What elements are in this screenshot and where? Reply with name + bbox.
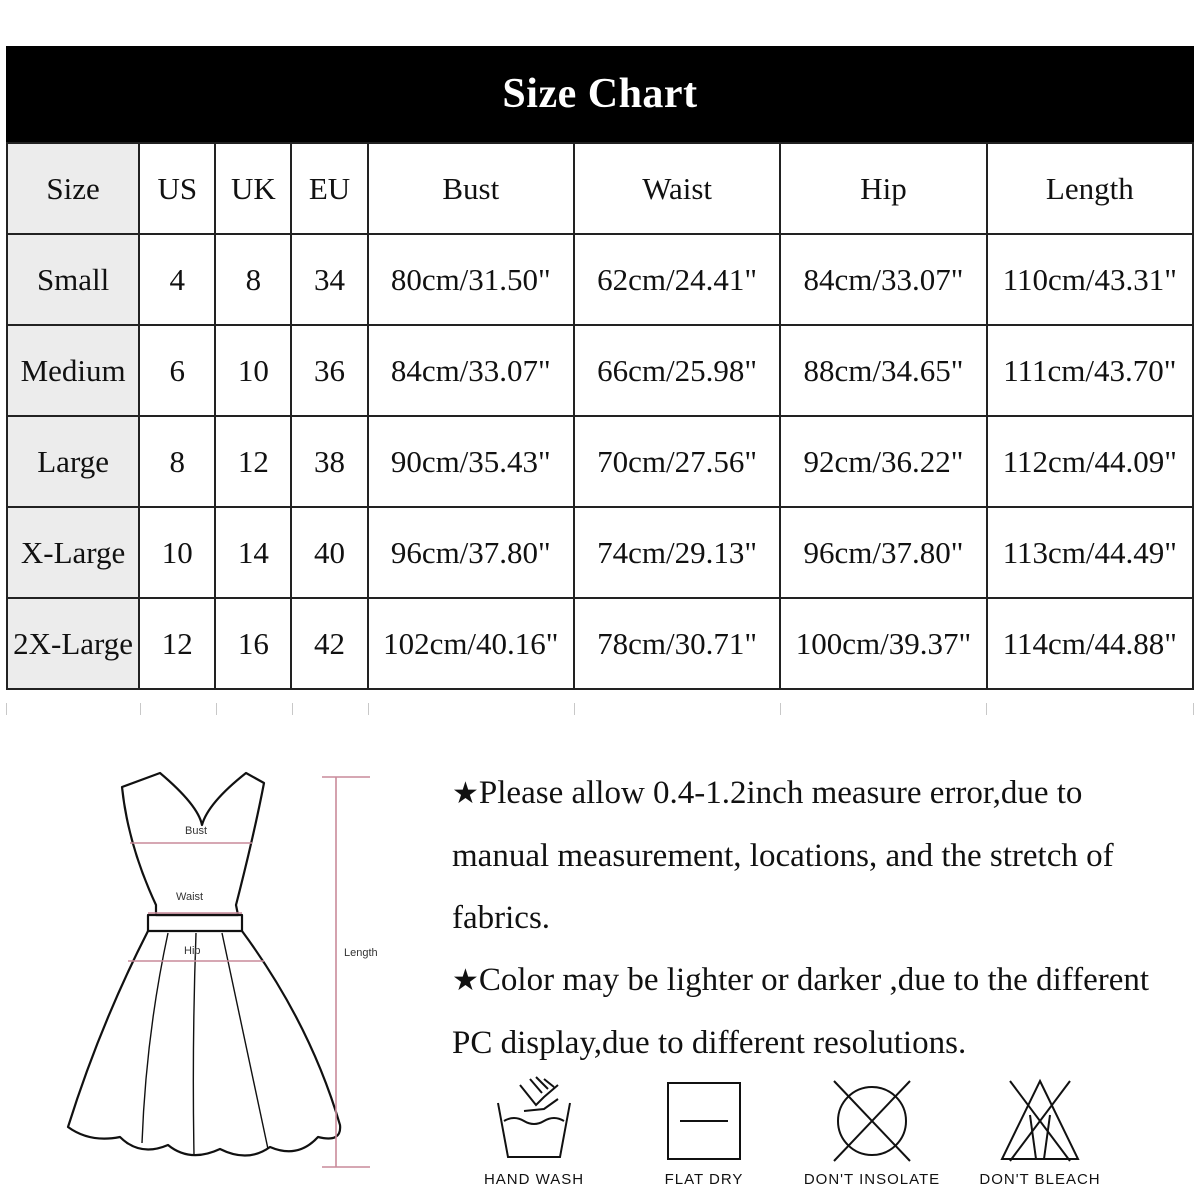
table-cell: 40 [291,507,367,598]
header-cell: UK [215,143,291,234]
header-cell: EU [291,143,367,234]
care-label: DON'T BLEACH [979,1171,1101,1188]
table-cell: 36 [291,325,367,416]
bust-label: Bust [185,825,208,837]
table-tick-marks [6,703,1194,717]
waist-label: Waist [176,891,204,903]
header-cell: Size [7,143,139,234]
table-cell: 16 [215,598,291,689]
table-cell: 96cm/37.80" [780,507,986,598]
table-cell: 8 [215,234,291,325]
table-cell: 66cm/25.98" [574,325,780,416]
table-cell: 62cm/24.41" [574,234,780,325]
header-cell: Hip [780,143,986,234]
care-item-flat-dry [634,1075,774,1188]
table-cell: 114cm/44.88" [987,598,1193,689]
length-label: Length [344,947,378,959]
note-measure-error: ★Please allow 0.4-1.2inch measure error,due to manual measurement, locations, and the stretch of fabrics. [452,775,1114,936]
table-row [7,507,1193,598]
flat-dry-icon [654,1075,754,1165]
table-cell: 84cm/33.07" [368,325,574,416]
hip-label: Hip [184,945,201,957]
table-cell: 34 [291,234,367,325]
do-not-insolate-icon [822,1075,922,1165]
table-header-row [7,143,1193,234]
measurement-notes [452,762,1172,1074]
table-cell: 110cm/43.31" [987,234,1193,325]
table-cell: 112cm/44.09" [987,416,1193,507]
care-label: HAND WASH [483,1171,585,1188]
size-table [6,142,1194,690]
table-cell: 10 [139,507,215,598]
header-cell: Waist [574,143,780,234]
table-cell: 14 [215,507,291,598]
table-cell: 42 [291,598,367,689]
chart-title: Size Chart [6,46,1194,142]
table-cell: 96cm/37.80" [368,507,574,598]
size-chart [6,46,1194,690]
table-cell: 102cm/40.16" [368,598,574,689]
do-not-bleach-icon [990,1075,1090,1165]
note-color-difference: ★Color may be lighter or darker ,due to the different PC display,due to different resolutions. [452,962,1150,1061]
table-row [7,325,1193,416]
table-cell: 100cm/39.37" [780,598,986,689]
header-cell: US [139,143,215,234]
table-cell: 6 [139,325,215,416]
dress-measurement-diagram [60,765,420,1175]
table-cell: 12 [215,416,291,507]
table-cell: 111cm/43.70" [987,325,1193,416]
table-cell: 12 [139,598,215,689]
size-name-cell: 2X-Large [7,598,139,689]
care-instructions [470,1075,1170,1195]
table-cell: 74cm/29.13" [574,507,780,598]
care-item-do-not-insolate [802,1075,942,1188]
table-cell: 80cm/31.50" [368,234,574,325]
header-cell: Length [987,143,1193,234]
table-cell: 8 [139,416,215,507]
care-item-hand-wash [464,1075,604,1188]
table-cell: 90cm/35.43" [368,416,574,507]
table-cell: 70cm/27.56" [574,416,780,507]
table-row [7,234,1193,325]
header-cell: Bust [368,143,574,234]
care-label: DON'T INSOLATE [803,1171,941,1188]
star-icon: ★ [452,776,479,811]
hand-wash-icon [484,1075,584,1165]
star-icon: ★ [452,963,479,998]
table-cell: 38 [291,416,367,507]
size-name-cell: Large [7,416,139,507]
table-cell: 10 [215,325,291,416]
size-name-cell: Medium [7,325,139,416]
table-row [7,598,1193,689]
table-row [7,416,1193,507]
table-cell: 92cm/36.22" [780,416,986,507]
care-item-do-not-bleach [970,1075,1110,1188]
size-name-cell: X-Large [7,507,139,598]
table-cell: 78cm/30.71" [574,598,780,689]
table-cell: 88cm/34.65" [780,325,986,416]
table-cell: 4 [139,234,215,325]
care-label: FLAT DRY [664,1171,744,1188]
table-cell: 84cm/33.07" [780,234,986,325]
size-name-cell: Small [7,234,139,325]
table-cell: 113cm/44.49" [987,507,1193,598]
dress-outline-icon [60,765,420,1175]
